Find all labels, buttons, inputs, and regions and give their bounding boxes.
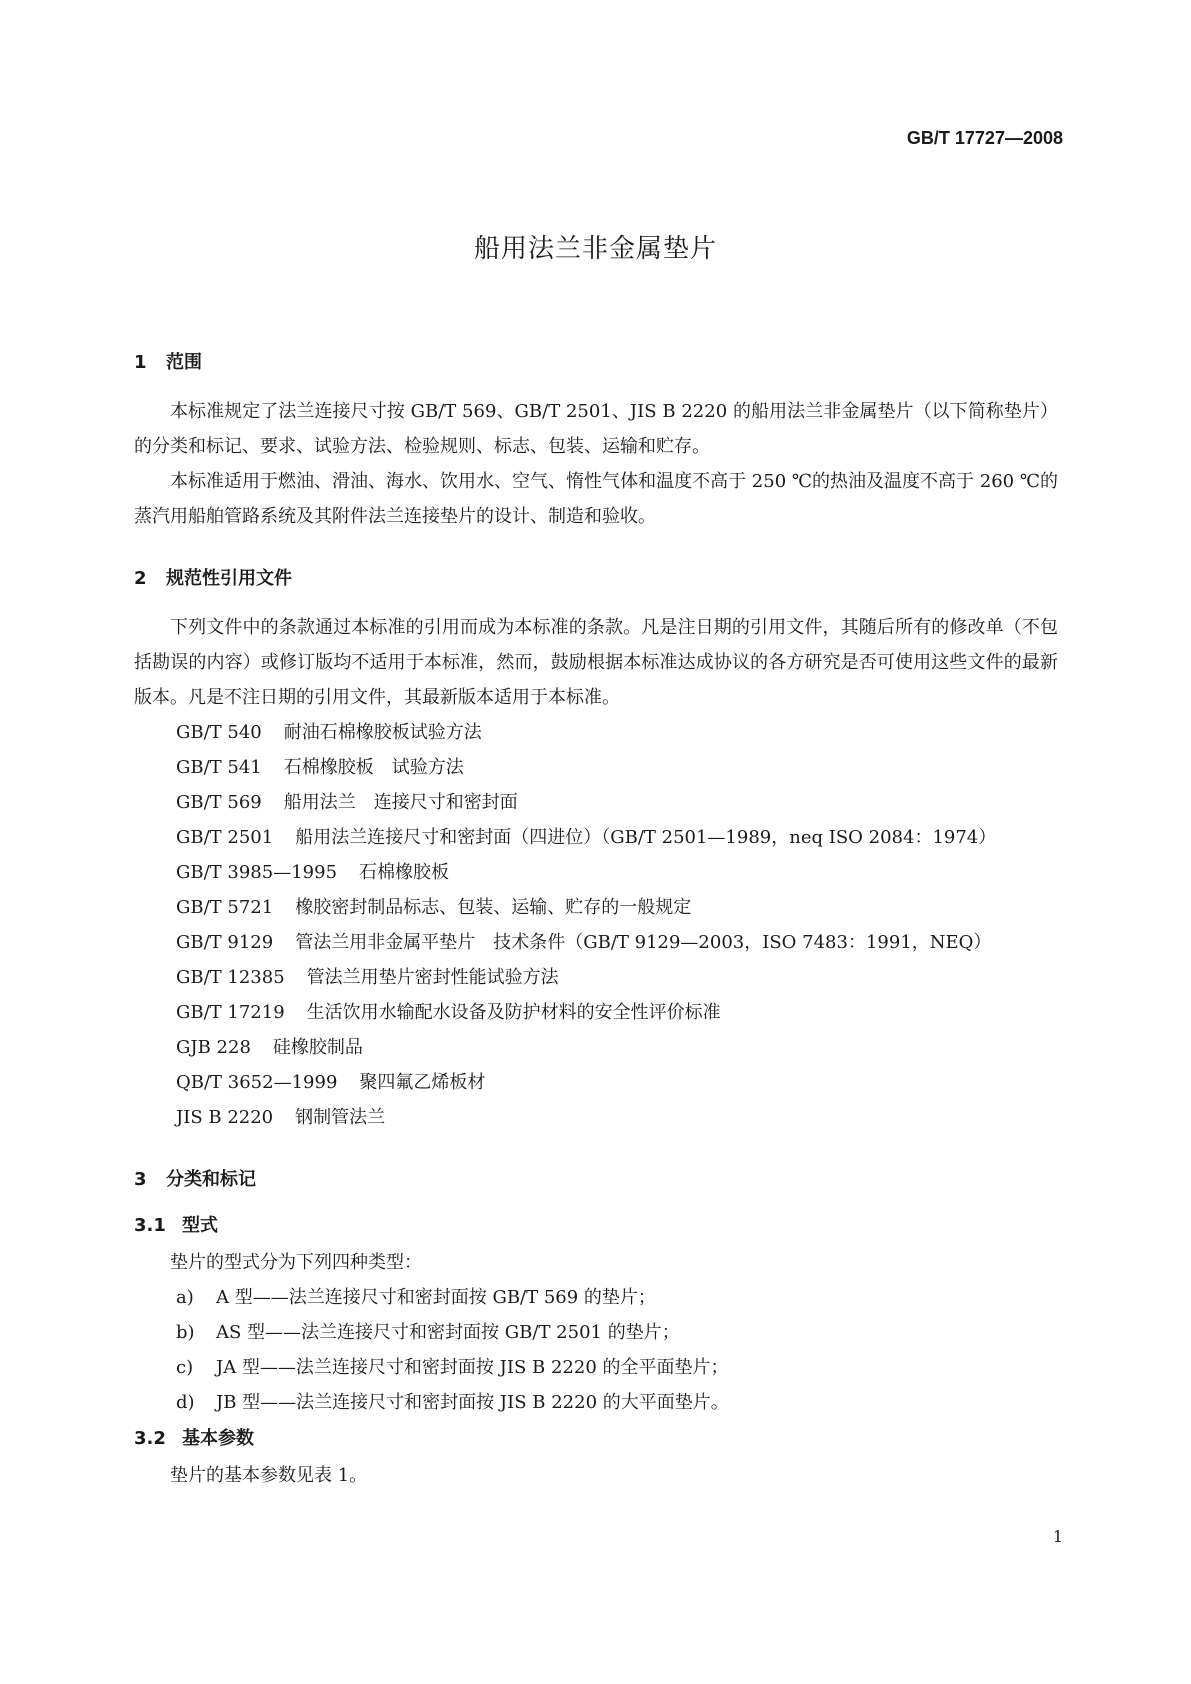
- section-heading-scope: [134, 348, 1058, 374]
- reference-title: 钢制管法兰: [295, 1107, 386, 1128]
- reference-item: [134, 925, 1058, 960]
- reference-item: [134, 750, 1058, 785]
- reference-code: GB/T 2501: [176, 827, 274, 848]
- standard-number: GB/T 17727—2008: [906, 128, 1063, 148]
- paragraph: 下列文件中的条款通过本标准的引用而成为本标准的条款。凡是注日期的引用文件，其随后所有的修改单（不包括勘误的内容）或修订版均不适用于本标准，然而，鼓励根据本标准达成协议的各方研究是否可使用这些文件的最新版本。凡是不注日期的引用文件，其最新版本适用于本标准。: [134, 617, 1058, 708]
- reference-item: [134, 960, 1058, 995]
- reference-code: GB/T 5721: [176, 897, 274, 918]
- section-heading-classification: [134, 1165, 1058, 1191]
- document-title: 船用法兰非金属垫片: [473, 234, 717, 264]
- subsection-title: 基本参数: [182, 1428, 254, 1449]
- list-item: [134, 1350, 1058, 1385]
- reference-code: GB/T 569: [176, 792, 262, 813]
- reference-code: GB/T 3985—1995: [176, 862, 338, 883]
- reference-item: [134, 785, 1058, 820]
- section-title: 范围: [166, 352, 202, 373]
- reference-code: GB/T 9129: [176, 932, 274, 953]
- type-list: [134, 1280, 1058, 1420]
- section-title: 分类和标记: [166, 1169, 256, 1190]
- subsection-title: 型式: [182, 1215, 218, 1236]
- subsection-number: 3.2: [134, 1428, 166, 1449]
- list-item-label: b): [176, 1322, 195, 1343]
- reference-item: [134, 890, 1058, 925]
- reference-code: GB/T 541: [176, 757, 262, 778]
- reference-title: 船用法兰连接尺寸和密封面（四进位）（GB/T 2501—1989，neq ISO 2084：1974）: [295, 827, 997, 848]
- reference-item: [134, 995, 1058, 1030]
- reference-title: 石棉橡胶板 试验方法: [283, 757, 464, 778]
- reference-item: [134, 820, 1058, 855]
- list-item-label: a): [176, 1287, 194, 1308]
- reference-title: 橡胶密封制品标志、包装、运输、贮存的一般规定: [295, 897, 692, 918]
- section-title: 规范性引用文件: [166, 568, 292, 589]
- reference-item: [134, 1065, 1058, 1100]
- reference-code: GB/T 540: [176, 722, 262, 743]
- reference-item: [134, 1100, 1058, 1135]
- list-item-text: AS 型——法兰连接尺寸和密封面按 GB/T 2501 的垫片；: [216, 1322, 680, 1343]
- list-item-text: A 型——法兰连接尺寸和密封面按 GB/T 569 的垫片；: [216, 1287, 656, 1308]
- reference-code: GJB 228: [176, 1037, 251, 1058]
- subsection-number: 3.1: [134, 1215, 166, 1236]
- list-item-label: c): [176, 1357, 194, 1378]
- reference-title: 管法兰用垫片密封性能试验方法: [306, 967, 559, 988]
- paragraph: 垫片的基本参数见表 1。: [170, 1465, 368, 1486]
- reference-item: [134, 1030, 1058, 1065]
- section-number: 2: [134, 568, 147, 589]
- reference-title: 石棉橡胶板: [359, 862, 450, 883]
- paragraph: 本标准适用于燃油、滑油、海水、饮用水、空气、惰性气体和温度不高于 250 ℃的热油及温度不高于 260 ℃的蒸汽用船舶管路系统及其附件法兰连接垫片的设计、制造和验收。: [134, 471, 1058, 527]
- subsection-heading-type: [134, 1211, 1058, 1237]
- section-heading-references: [134, 564, 1058, 590]
- list-item-text: JA 型——法兰连接尺寸和密封面按 JIS B 2220 的全平面垫片；: [216, 1357, 729, 1378]
- list-item: [134, 1385, 1058, 1420]
- page-number: 1: [1052, 1527, 1063, 1546]
- list-item: [134, 1280, 1058, 1315]
- list-item-label: d): [176, 1392, 195, 1413]
- list-item-text: JB 型——法兰连接尺寸和密封面按 JIS B 2220 的大平面垫片。: [216, 1392, 729, 1413]
- reference-title: 硅橡胶制品: [272, 1037, 363, 1058]
- paragraph: 垫片的型式分为下列四种类型：: [170, 1252, 422, 1273]
- reference-code: QB/T 3652—1999: [176, 1072, 338, 1093]
- reference-title: 耐油石棉橡胶板试验方法: [283, 722, 482, 743]
- reference-item: [134, 715, 1058, 750]
- section-number: 1: [134, 352, 147, 373]
- section-number: 3: [134, 1169, 147, 1190]
- reference-code: GB/T 12385: [176, 967, 285, 988]
- subsection-heading-parameters: [134, 1424, 1058, 1450]
- reference-title: 聚四氟乙烯板材: [359, 1072, 486, 1093]
- reference-code: JIS B 2220: [176, 1107, 274, 1128]
- reference-code: GB/T 17219: [176, 1002, 285, 1023]
- paragraph: 本标准规定了法兰连接尺寸按 GB/T 569、GB/T 2501、JIS B 2220 的船用法兰非金属垫片（以下简称垫片）的分类和标记、要求、试验方法、检验规则、标志、包装、运输和贮存。: [134, 401, 1058, 457]
- reference-item: [134, 855, 1058, 890]
- document-body: [134, 330, 1058, 1493]
- reference-title: 生活饮用水输配水设备及防护材料的安全性评价标准: [306, 1002, 721, 1023]
- list-item: [134, 1315, 1058, 1350]
- reference-title: 管法兰用非金属平垫片 技术条件（GB/T 9129—2003，ISO 7483：1991，NEQ）: [295, 932, 992, 953]
- reference-list: [134, 715, 1058, 1135]
- reference-title: 船用法兰 连接尺寸和密封面: [283, 792, 518, 813]
